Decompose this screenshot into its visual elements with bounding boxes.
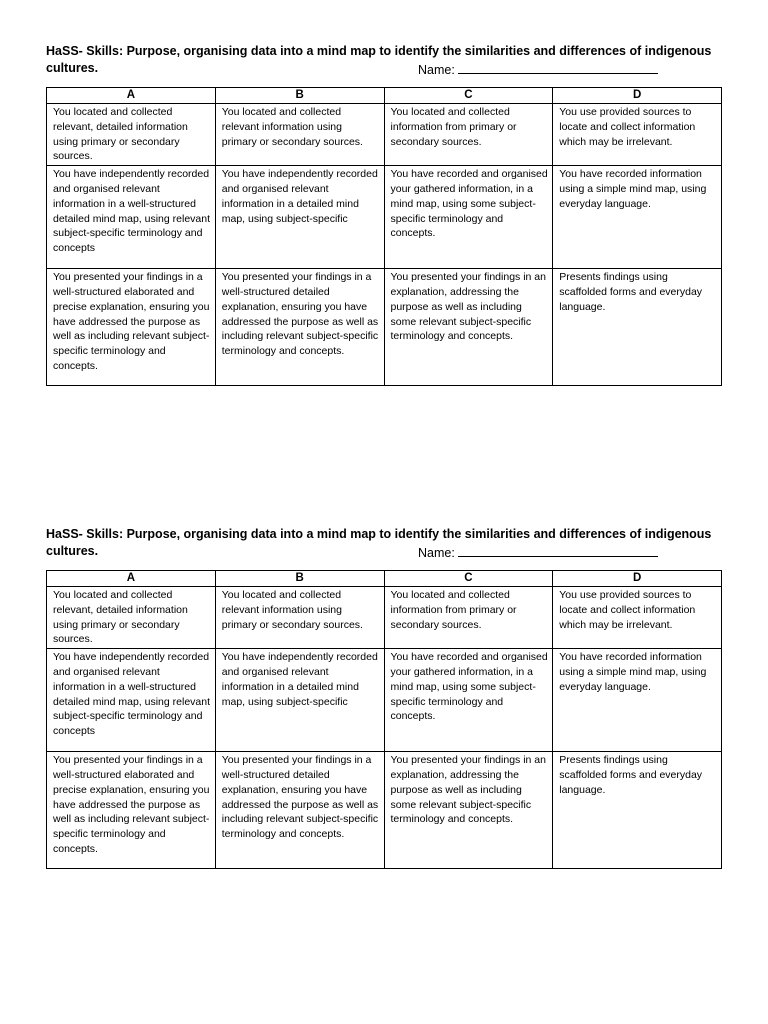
table-row [47, 752, 722, 869]
table-cell: Presents findings using scaffolded forms and everyday language. [553, 269, 722, 386]
table-cell: You have independently recorded and organised relevant information in a detailed mind map, using subject-specific [215, 166, 384, 269]
rubric-title: HaSS- Skills: Purpose, organising data into a mind map to identify the similarities and differences of indigenous cultures. [46, 44, 712, 75]
table-cell: You have recorded and organised your gathered information, in a mind map, using some subject-specific terminology and concepts. [384, 649, 553, 752]
column-header-d: D [553, 88, 722, 104]
rubric-bottom [46, 526, 722, 869]
table-row [47, 269, 722, 386]
table-row [47, 649, 722, 752]
table-cell: You have recorded information using a simple mind map, using everyday language. [553, 166, 722, 269]
table-row [47, 104, 722, 166]
table-cell: You presented your findings in an explanation, addressing the purpose as well as including some relevant subject-specific terminology and concepts. [384, 269, 553, 386]
table-cell: You have recorded and organised your gathered information, in a mind map, using some subject-specific terminology and concepts. [384, 166, 553, 269]
table-cell: Presents findings using scaffolded forms and everyday language. [553, 752, 722, 869]
name-line[interactable] [458, 61, 658, 74]
header-row [47, 571, 722, 587]
column-header-c: C [384, 88, 553, 104]
rubric-table [46, 570, 722, 869]
table-cell: You presented your findings in an explanation, addressing the purpose as well as including some relevant subject-specific terminology and concepts. [384, 752, 553, 869]
name-label: Name: [418, 63, 455, 77]
table-cell: You use provided sources to locate and collect information which may be irrelevant. [553, 104, 722, 166]
table-cell: You located and collected relevant information using primary or secondary sources. [215, 104, 384, 166]
rubric-top [46, 43, 722, 386]
table-row [47, 166, 722, 269]
name-field[interactable] [418, 544, 658, 562]
column-header-a: A [47, 88, 216, 104]
rubric-header [46, 526, 722, 562]
table-cell: You presented your findings in a well-structured detailed explanation, ensuring you have addressed the purpose as well as including relevant subject-specific terminology and concepts. [215, 752, 384, 869]
table-cell: You located and collected information from primary or secondary sources. [384, 104, 553, 166]
table-cell: You located and collected relevant, detailed information using primary or secondary sources. [47, 587, 216, 649]
table-cell: You have independently recorded and organised relevant information in a well-structured detailed mind map, using relevant subject-specific terminology and concepts [47, 649, 216, 752]
table-row [47, 587, 722, 649]
column-header-b: B [215, 571, 384, 587]
table-cell: You presented your findings in a well-structured elaborated and precise explanation, ensuring you have addressed the purpose as well as including relevant subject-specific terminology and concepts. [47, 752, 216, 869]
name-line[interactable] [458, 544, 658, 557]
table-cell: You have independently recorded and organised relevant information in a detailed mind map, using subject-specific [215, 649, 384, 752]
column-header-d: D [553, 571, 722, 587]
header-row [47, 88, 722, 104]
table-cell: You located and collected information from primary or secondary sources. [384, 587, 553, 649]
table-cell: You presented your findings in a well-structured detailed explanation, ensuring you have addressed the purpose as well as including relevant subject-specific terminology and concepts. [215, 269, 384, 386]
table-cell: You located and collected relevant information using primary or secondary sources. [215, 587, 384, 649]
name-field[interactable] [418, 61, 658, 79]
table-cell: You have recorded information using a simple mind map, using everyday language. [553, 649, 722, 752]
rubric-title: HaSS- Skills: Purpose, organising data into a mind map to identify the similarities and differences of indigenous cultures. [46, 527, 712, 558]
column-header-c: C [384, 571, 553, 587]
table-cell: You located and collected relevant, detailed information using primary or secondary sources. [47, 104, 216, 166]
rubric-table [46, 87, 722, 386]
table-cell: You presented your findings in a well-structured elaborated and precise explanation, ensuring you have addressed the purpose as well as including relevant subject-specific terminology and concepts. [47, 269, 216, 386]
rubric-header [46, 43, 722, 79]
table-cell: You have independently recorded and organised relevant information in a well-structured detailed mind map, using relevant subject-specific terminology and concepts [47, 166, 216, 269]
column-header-b: B [215, 88, 384, 104]
name-label: Name: [418, 546, 455, 560]
table-cell: You use provided sources to locate and collect information which may be irrelevant. [553, 587, 722, 649]
column-header-a: A [47, 571, 216, 587]
